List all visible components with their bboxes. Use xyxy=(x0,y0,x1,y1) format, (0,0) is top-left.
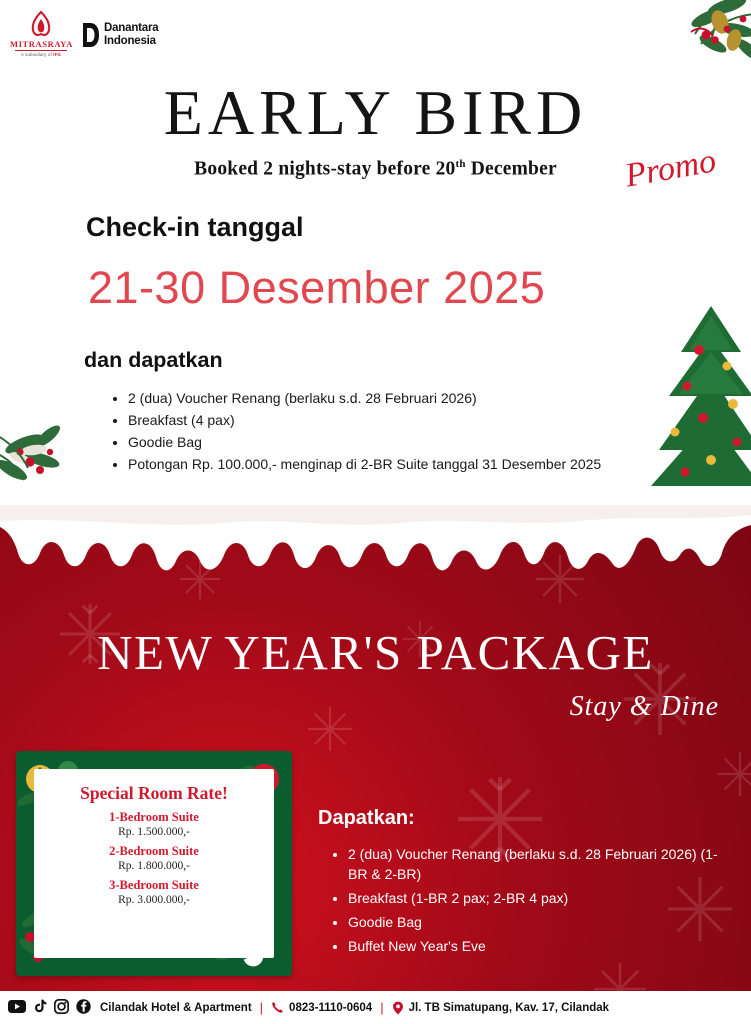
footer-handle[interactable] xyxy=(100,1002,252,1014)
snow-drip-shape xyxy=(0,505,751,625)
rate-row xyxy=(34,844,274,872)
footer-address-text: Jl. TB Simatupang, Kav. 17, Cilandak xyxy=(408,1001,610,1014)
mitrasraya-mark-icon xyxy=(26,10,56,38)
list-item: • Breakfast (1-BR 2 pax; 2-BR 4 pax) xyxy=(348,888,732,908)
list-item: • Breakfast (4 pax) xyxy=(128,410,712,431)
mitrasraya-subsidiary-text xyxy=(10,52,72,57)
list-item: • 2 (dua) Voucher Renang (berlaku s.d. 28 Februari 2026) xyxy=(128,388,712,409)
footer-separator: | xyxy=(380,1000,384,1015)
rate-card-title: Special Room Rate! xyxy=(80,783,228,803)
footer-phone[interactable] xyxy=(271,1001,372,1014)
new-year-benefits-list xyxy=(332,844,732,960)
early-bird-benefits-label: dan dapatkan xyxy=(84,348,223,372)
subsidiary-prefix: A subsidiary of xyxy=(20,52,52,57)
youtube-icon[interactable] xyxy=(8,1000,26,1016)
subtitle-pre: Booked 2 nights-stay before 20 xyxy=(194,158,456,180)
rate-row-name: 2-Bedroom Suite xyxy=(109,844,199,858)
footer-phone-text: 0823-1110-0604 xyxy=(289,1001,373,1014)
list-item: • Buffet New Year's Eve xyxy=(348,936,732,956)
new-year-title: NEW YEAR'S PACKAGE xyxy=(97,625,654,680)
early-bird-benefits-list xyxy=(112,388,712,476)
rate-row-name: 3-Bedroom Suite xyxy=(109,878,199,892)
footer-handle-text: Cilandak Hotel & Apartment xyxy=(100,1001,252,1014)
list-item: • Goodie Bag xyxy=(128,432,712,453)
rate-row xyxy=(34,810,274,838)
danantara-line2: Indonesia xyxy=(104,34,156,47)
mitrasraya-logo xyxy=(10,10,72,57)
mitrasraya-wordmark: MITRASRAYA xyxy=(10,39,73,49)
location-pin-icon xyxy=(392,1001,404,1015)
rate-row-price: Rp. 3.000.000,- xyxy=(118,894,190,906)
social-icons-group[interactable] xyxy=(8,999,91,1017)
mitrasraya-divider xyxy=(15,50,67,51)
footer-separator: | xyxy=(259,1000,264,1015)
list-item: • Goodie Bag xyxy=(348,912,732,932)
list-item: • 2 (dua) Voucher Renang (berlaku s.d. 28 Februari 2026) (1-BR & 2-BR) xyxy=(348,844,732,884)
danantara-line1: Danantara xyxy=(104,22,159,34)
danantara-mark-icon xyxy=(82,22,99,48)
rate-row xyxy=(34,878,274,906)
page-title: EARLY BIRD xyxy=(163,77,588,148)
checkin-label: Check-in tanggal xyxy=(86,212,304,242)
rate-row-price: Rp. 1.800.000,- xyxy=(118,860,190,872)
checkin-date-range: 21-30 Desember 2025 xyxy=(88,262,546,313)
phone-icon xyxy=(271,1001,284,1014)
list-item: • Potongan Rp. 100.000,- menginap di 2-BR Suite tanggal 31 Desember 2025 xyxy=(128,454,712,475)
new-year-subtitle: Stay & Dine xyxy=(569,691,719,722)
footer-address[interactable] xyxy=(392,1001,609,1015)
rate-card-inner xyxy=(34,769,274,958)
danantara-logo xyxy=(82,22,158,48)
subtitle-post: December xyxy=(465,158,557,180)
danantara-wordmark xyxy=(104,22,158,47)
rate-row-name: 1-Bedroom Suite xyxy=(109,810,199,824)
holly-decoration-left xyxy=(0,418,110,513)
new-year-benefits-label: Dapatkan: xyxy=(318,807,415,829)
special-room-rate-card xyxy=(16,751,292,976)
logo-group xyxy=(0,8,400,78)
promo-script-label: Promo xyxy=(622,142,719,195)
holly-decoration-top-right xyxy=(587,0,751,88)
subsidiary-brand: IFG xyxy=(53,52,62,57)
instagram-icon[interactable] xyxy=(54,999,69,1017)
tiktok-icon[interactable] xyxy=(33,999,47,1017)
subtitle-ordinal: th xyxy=(455,158,466,170)
snow-divider xyxy=(0,505,751,625)
rate-row-price: Rp. 1.500.000,- xyxy=(118,826,190,838)
facebook-icon[interactable] xyxy=(76,999,91,1017)
footer-bar xyxy=(0,991,751,1024)
